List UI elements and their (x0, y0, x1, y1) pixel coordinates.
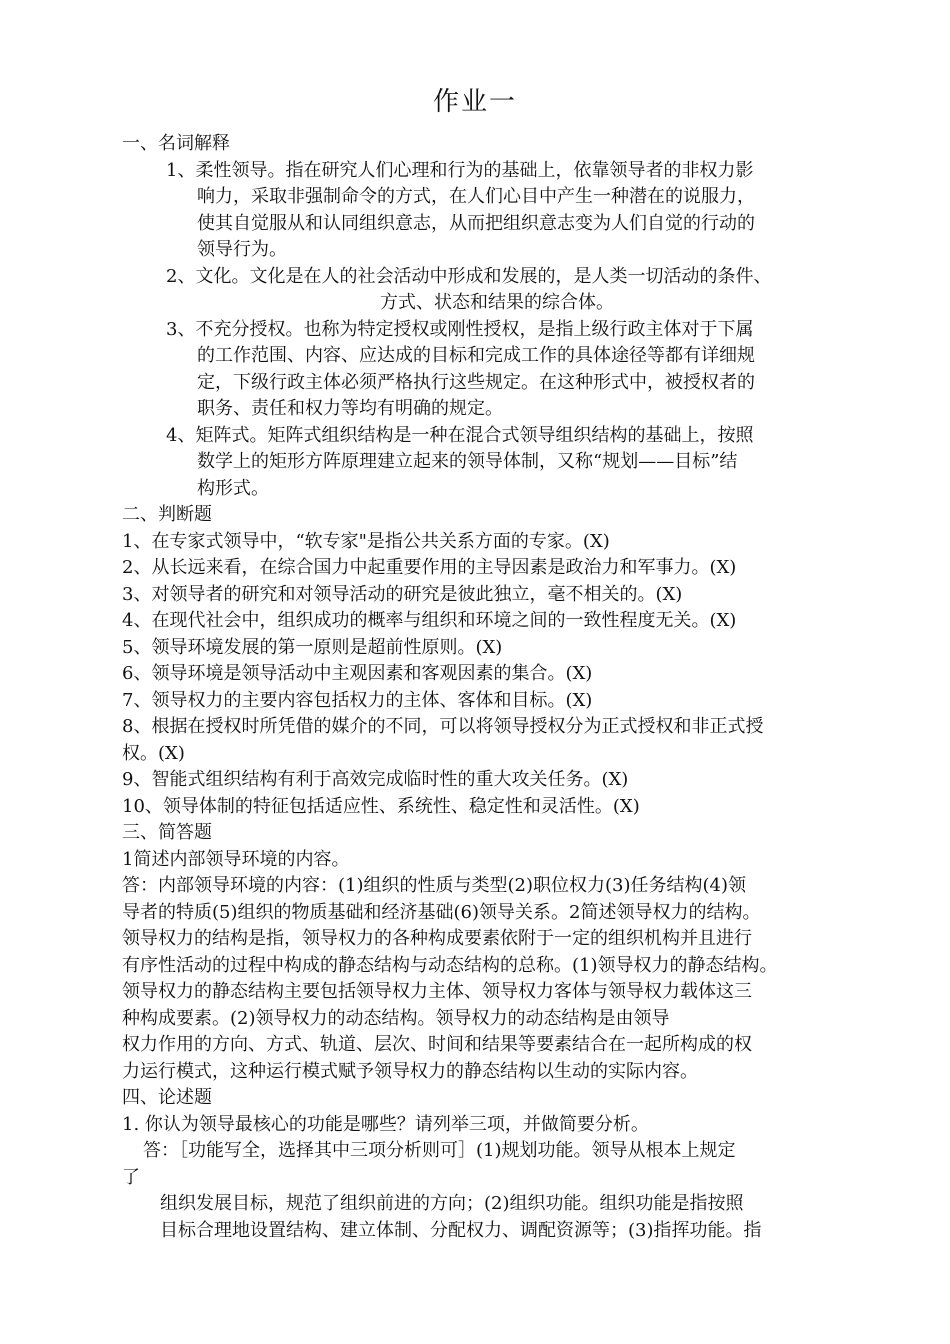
list-item: 10、领导体制的特征包括适应性、系统性、稳定性和灵活性。(X) (122, 796, 640, 817)
list-item: 6、领导环境是领导活动中主观因素和客观因素的集合。(X) (122, 663, 593, 684)
question-line: 1简述内部领导环境的内容。 (122, 849, 350, 870)
list-item: 4、在现代社会中，组织成功的概率与组织和环境之间的一致性程度无关。(X) (122, 610, 737, 631)
paragraph-line: 职务、责任和权力等均有明确的规定。 (197, 398, 503, 419)
section-heading: 三、简答题 (122, 822, 212, 843)
paragraph-line: 种构成要素。(2)领导权力的动态结构。领导权力的动态结构是由领导 (122, 1008, 670, 1029)
paragraph-line: 了 (122, 1167, 140, 1188)
paragraph-line: 导者的特质(5)组织的物质基础和经济基础(6)领导关系。2简述领导权力的结构。 (122, 902, 761, 923)
paragraph-line: 数学上的矩形方阵原理建立起来的领导体制，又称“规划——目标”结 (197, 451, 738, 472)
paragraph-line: 2、文化。文化是在人的社会活动中形成和发展的，是人类一切活动的条件、 (166, 266, 772, 287)
list-item: 5、领导环境发展的第一原则是超前性原则。(X) (122, 637, 503, 658)
list-item: 权。(X) (122, 743, 185, 764)
section-heading: 二、判断题 (122, 504, 212, 525)
paragraph-line: 定，下级行政主体必须严格执行这些规定。在这种形式中，被授权者的 (197, 372, 755, 393)
paragraph-line: 组织发展目标，规范了组织前进的方向；(2)组织功能。组织功能是指按照 (160, 1193, 744, 1214)
list-item: 1、在专家式领导中，“软专家"是指公共关系方面的专家。(X) (122, 531, 610, 552)
list-item: 8、根据在授权时所凭借的媒介的不同，可以将领导授权分为正式授权和非正式授 (122, 716, 764, 737)
section-heading: 一、名词解释 (122, 133, 230, 154)
paragraph-line: 权力作用的方向、方式、轨道、层次、时间和结果等要素结合在一起所构成的权 (122, 1034, 752, 1055)
list-item: 7、领导权力的主要内容包括权力的主体、客体和目标。(X) (122, 690, 593, 711)
paragraph-line: 目标合理地设置结构、建立体制、分配权力、调配资源等；(3)指挥功能。指 (160, 1220, 762, 1241)
paragraph-line: 的工作范围、内容、应达成的目标和完成工作的具体途径等都有详细规 (197, 345, 755, 366)
paragraph-line: 响力，采取非强制命令的方式，在人们心目中产生一种潜在的说服力， (197, 186, 755, 207)
paragraph-line: 答：内部领导环境的内容：(1)组织的性质与类型(2)职位权力(3)任务结构(4)领 (122, 875, 746, 896)
paragraph-line: 使其自觉服从和认同组织意志，从而把组织意志变为人们自觉的行动的 (197, 213, 755, 234)
list-item: 9、智能式组织结构有利于高效完成临时性的重大攻关任务。(X) (122, 769, 629, 790)
paragraph-line: 领导行为。 (197, 239, 287, 260)
section-heading: 四、论述题 (122, 1087, 212, 1108)
question-line: 1. 你认为领导最核心的功能是哪些？请列举三项，并做简要分析。 (122, 1114, 649, 1135)
paragraph-line: 有序性活动的过程中构成的静态结构与动态结构的总称。(1)领导权力的静态结构。 (122, 955, 778, 976)
list-item: 3、对领导者的研究和对领导活动的研究是彼此独立，毫不相关的。(X) (122, 584, 683, 605)
paragraph-line: 4、矩阵式。矩阵式组织结构是一种在混合式领导组织结构的基础上，按照 (166, 425, 754, 446)
paragraph-line: 领导权力的静态结构主要包括领导权力主体、领导权力客体与领导权力载体这三 (122, 981, 752, 1002)
list-item: 2、从长远来看，在综合国力中起重要作用的主导因素是政治力和军事力。(X) (122, 557, 737, 578)
paragraph-line: 领导权力的结构是指，领导权力的各种构成要素依附于一定的组织机构并且进行 (122, 928, 752, 949)
paragraph-line: 力运行模式，这种运行模式赋予领导权力的静态结构以生动的实际内容。 (122, 1061, 698, 1082)
paragraph-line: 1、柔性领导。指在研究人们心理和行为的基础上，依靠领导者的非权力影 (166, 160, 754, 181)
paragraph-line: 方式、状态和结果的综合体。 (380, 292, 614, 313)
page-title: 作业一 (432, 87, 517, 117)
paragraph-line: 构形式。 (197, 478, 269, 499)
paragraph-line: 3、不充分授权。也称为特定授权或刚性授权，是指上级行政主体对于下属 (166, 319, 754, 340)
paragraph-line: 答：［功能写全，选择其中三项分析则可］(1)规划功能。领导从根本上规定 (143, 1140, 736, 1161)
